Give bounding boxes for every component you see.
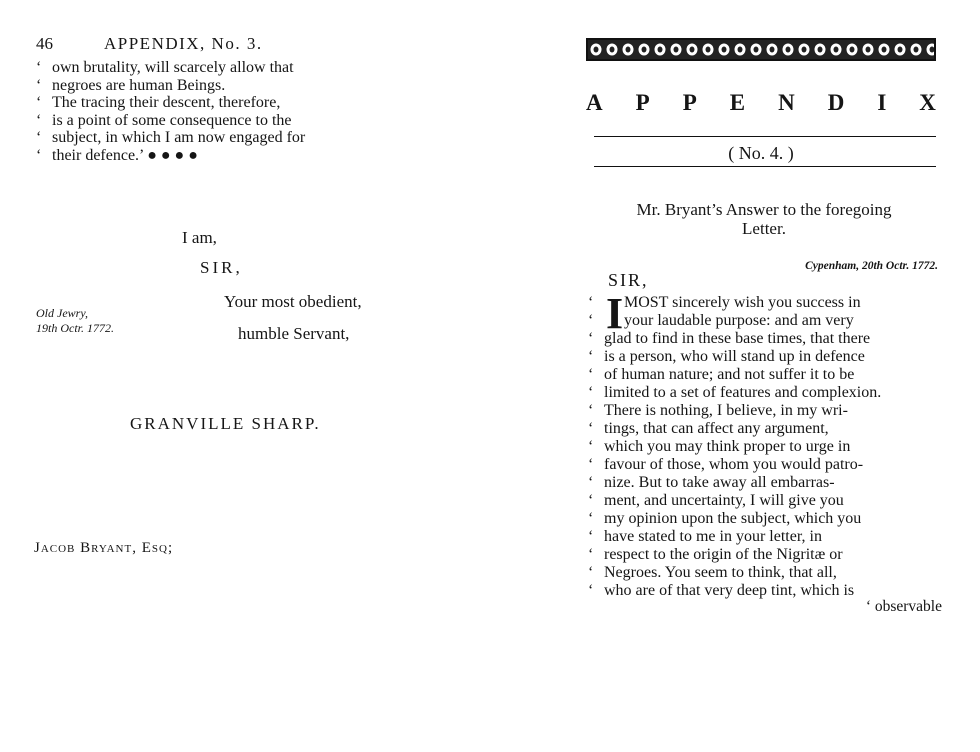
right-page <box>490 0 980 752</box>
text-line: ‘ nize. But to take away all embarras- <box>588 474 835 491</box>
text-line: ‘ which you may think proper to urge in <box>588 438 851 455</box>
text-line: ‘ glad to find in these base times, that there <box>588 330 871 347</box>
text-line: ‘ respect to the origin of the Nigritæ or <box>588 546 843 563</box>
address-date: 19th Octr. 1772. <box>36 321 114 335</box>
divider-rule <box>594 136 936 137</box>
closing-sir: SIR, <box>200 258 243 277</box>
running-head-title: APPENDIX, No. 3. <box>104 34 263 53</box>
text-line: ‘ favour of those, whom you would patro- <box>588 456 864 473</box>
text-line: ‘ ment, and uncertainty, I will give you <box>588 492 844 509</box>
text-line: ‘ tings, that can affect any argument, <box>588 420 829 437</box>
text-line: ‘ your laudable purpose: and am very <box>588 312 854 329</box>
closing-obedient: Your most obedient, <box>224 292 362 311</box>
addressee: Jacob Bryant, Esq; <box>34 540 174 556</box>
text-line: ‘ subject, in which I am now engaged for <box>36 129 306 146</box>
answer-heading: Mr. Bryant’s Answer to the foregoing Letter. <box>636 200 892 238</box>
appendix-number: ( No. 4. ) <box>728 143 794 163</box>
text-line: ‘ MOST sincerely wish you success in <box>588 294 861 311</box>
drop-cap: I <box>606 289 624 338</box>
text-line: ‘ There is nothing, I believe, in my wri- <box>588 402 848 419</box>
closing-i-am: I am, <box>182 228 217 247</box>
page-number: 46 <box>36 34 53 53</box>
text-line: ‘ their defence.’ ● ● ● ● <box>36 146 198 164</box>
left-body-text <box>36 59 396 164</box>
text-line: ‘ own brutality, will scarcely allow that <box>36 59 294 76</box>
text-line: ‘ Negroes. You seem to think, that all, <box>588 564 837 581</box>
signature: GRANVILLE SHARP. <box>130 414 321 433</box>
text-line: ‘ is a point of some consequence to the <box>36 111 292 129</box>
text-line: ‘ limited to a set of features and complexion. <box>588 384 882 401</box>
text-line: ‘ of human nature; and not suffer it to be <box>588 366 855 383</box>
text-line: ‘ my opinion upon the subject, which you <box>588 510 862 527</box>
text-line: ‘ have stated to me in your letter, in <box>588 528 822 545</box>
right-body-text <box>588 289 948 600</box>
appendix-title: A P P E N D I X <box>586 90 936 115</box>
dateline: Cypenham, 20th Octr. 1772. <box>805 260 938 272</box>
salutation: SIR, <box>608 270 649 290</box>
divider-rule <box>594 166 936 167</box>
text-line: ‘ negroes are human Beings. <box>36 76 226 94</box>
text-line: ‘ who are of that very deep tint, which is <box>588 582 855 599</box>
ornament-border <box>586 38 936 61</box>
catchword: ‘ observable <box>865 598 942 615</box>
closing-servant: humble Servant, <box>238 324 350 343</box>
text-line: ‘ The tracing their descent, therefore, <box>36 94 281 111</box>
text-line: ‘ is a person, who will stand up in defence <box>588 348 865 365</box>
address-place: Old Jewry, <box>36 306 88 320</box>
